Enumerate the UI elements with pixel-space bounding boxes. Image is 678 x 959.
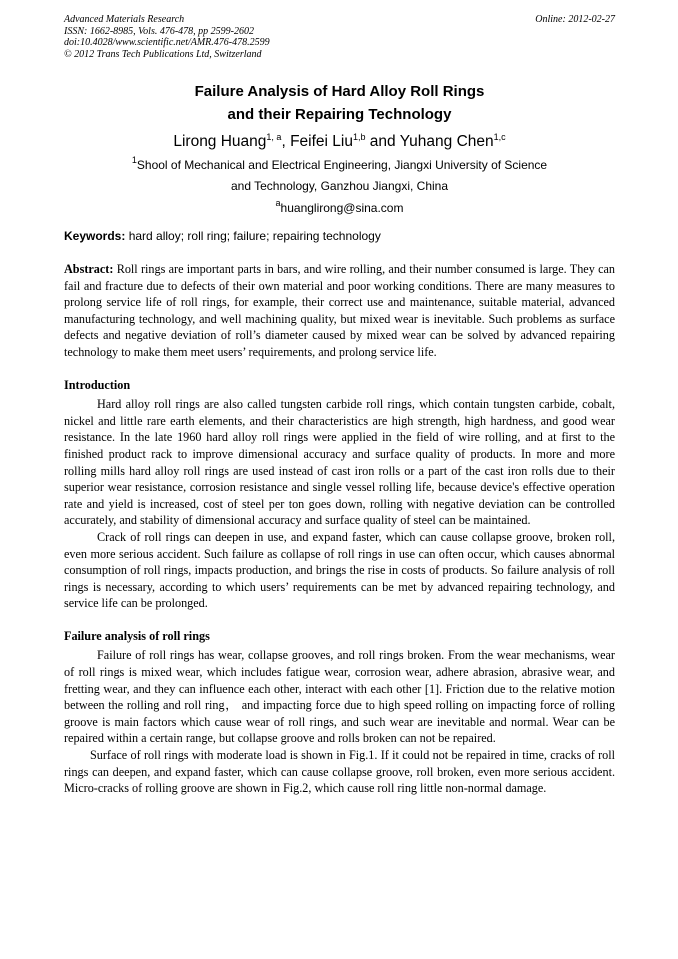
failure-paragraph-1: Failure of roll rings has wear, collapse grooves, and roll rings broken. From the wear mechanisms, wear of roll rings is mixed wear, which includes fatigue wear, corrosion wear, adhere abrasion, abrasive wear, and fretting wear, and they can influence each other, interact with each other [1]. Friction due to the relative motion between the rolling and roll ring， and impacting force due to high speed rolling on impacting force of rolling groove is main factors which cause wear of roll rings, and such wear are inevitable and normal. Wear can be repaired within a certain range, but collapse groove and rolls broken can not be repaired. xyxy=(64,648,615,746)
title-line-1: Failure Analysis of Hard Alloy Roll Rings xyxy=(194,83,485,100)
introduction-paragraph-1: Hard alloy roll rings are also called tungsten carbide roll rings, which contain tungsten carbide, cobalt, nickel and little rare earth elements, and their characteristics are high strength, high hardness, and good wear resistance. In the late 1960 hard alloy roll rings were applied in the field of wire rolling, and at first to the finished product rack to improve dimensional accuracy and surface quality of products. In more and more rolling mills hard alloy roll rings are used instead of cast iron rolls or a part of the cast iron rolls due to their superior wear resistance, corrosion resistance and single vessel rolling life, because device's effective operation rate and yield is increased, cost of steel per ton goes down, rolling with negative deviation can be controlled accurately, and stability of dimensional accuracy and surface quality of steel can be maintained. xyxy=(64,397,615,528)
journal-name: Advanced Materials Research xyxy=(64,14,185,25)
paper-title xyxy=(64,80,615,126)
abstract xyxy=(64,261,615,361)
abstract-text: Roll rings are important parts in bars, and wire rolling, and their number consumed is large. They can fail and fracture due to defects of their own material and poor working conditions. There are many measures to prolong service life of roll rings, for example, their correct use and maintenance, suitable material, advanced manufacturing technology, and well machining quality, but mixed wear is inevitable. Such problems as surface defects and negative deviation of roll’s diameter caused by mixed wear can be solved by advanced repairing technology to make them meet users’ requirements, and prolong service life. xyxy=(64,262,615,359)
copyright-line: © 2012 Trans Tech Publications Ltd, Switzerland xyxy=(64,48,262,60)
paper-page xyxy=(64,14,615,797)
affiliation-line-1 xyxy=(64,155,615,176)
affiliation-line-2: and Technology, Ganzhou Jiangxi, China xyxy=(230,178,449,193)
introduction-paragraph-2: Crack of roll rings can deepen in use, and expand faster, which can cause collapse groove, broken roll, even more serious accident. Such failure as collapse of roll rings in use can often occur, which causes abnormal consumption of roll rings, impacts production, and brings the rise in costs of products. So failure analysis of roll rings is necessary, according to which users’ requirements can be met by advanced repairing technology, and service life can be prolonged. xyxy=(64,529,615,611)
author-3-superscript: 1,c xyxy=(493,132,506,142)
doi-line: doi:10.4028/www.scientific.net/AMR.476-478.2599 xyxy=(64,37,270,48)
keywords-text: hard alloy; roll ring; failure; repairing technology xyxy=(125,229,381,243)
author-email xyxy=(64,198,615,218)
affiliation xyxy=(64,155,615,196)
abstract-label: Abstract: xyxy=(64,262,114,276)
email-superscript: a xyxy=(275,198,281,208)
author-3-name: Yuhang Chen xyxy=(399,133,494,150)
email-address: huanglirong@sina.com xyxy=(280,201,404,215)
author-list xyxy=(64,132,615,152)
online-date: Online: 2012-02-27 xyxy=(535,14,615,25)
author-2-superscript: 1,b xyxy=(352,132,366,142)
keywords-label: Keywords: xyxy=(64,229,126,243)
section-heading-introduction: Introduction xyxy=(64,377,131,392)
failure-paragraph-2: Surface of roll rings with moderate load is shown in Fig.1. If it could not be repaired in time, cracks of roll rings can deepen, and expand faster, which can cause collapse groove, roll broken, even more serious accident. Micro-cracks of rolling groove are shown in Fig.2, which cause roll ring little non-normal damage. xyxy=(64,748,615,796)
title-line-2: and their Repairing Technology xyxy=(227,106,452,123)
affiliation-text-1: Shool of Mechanical and Electrical Engineering, Jiangxi University of Science xyxy=(136,158,548,172)
author-separator: , xyxy=(281,133,291,150)
journal-header xyxy=(64,14,615,62)
issn-line: ISSN: 1662-8985, Vols. 476-478, pp 2599-2602 xyxy=(64,25,254,37)
author-1-name: Lirong Huang xyxy=(173,133,267,150)
author-separator-and: and xyxy=(365,133,400,150)
keywords xyxy=(64,228,615,244)
author-2-name: Feifei Liu xyxy=(290,133,353,150)
author-1-superscript: 1, a xyxy=(266,132,282,142)
section-heading-failure-analysis: Failure analysis of roll rings xyxy=(64,628,210,643)
affiliation-superscript: 1 xyxy=(131,155,137,165)
